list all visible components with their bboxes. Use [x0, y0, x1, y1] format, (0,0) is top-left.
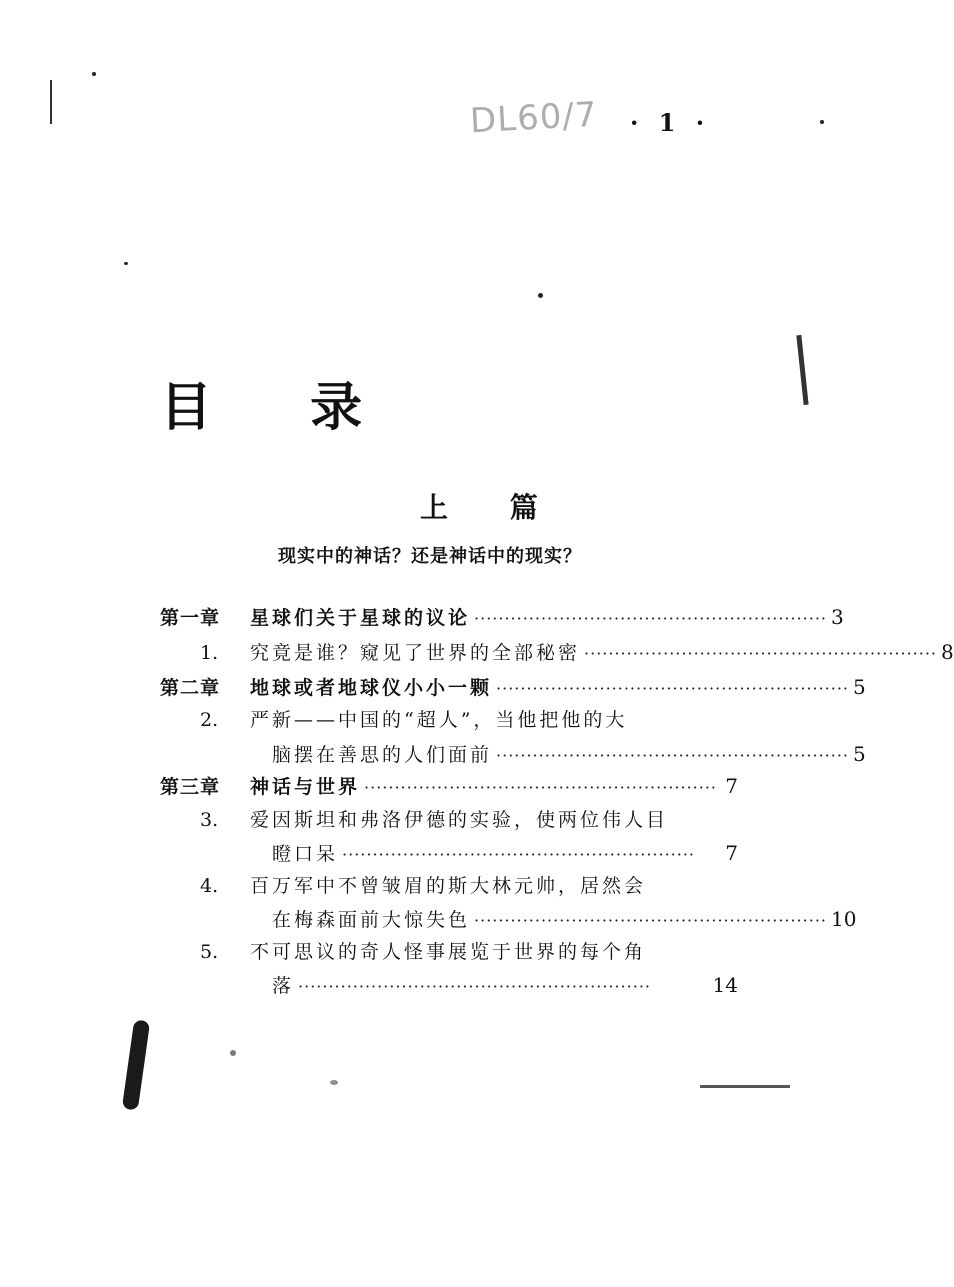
entry-title-continued: 在梅森面前大惊失色 — [272, 909, 471, 931]
scan-artifact-dot — [124, 262, 128, 265]
toc-entry-section-3-line-2[interactable] — [272, 839, 738, 869]
section-number: 3. — [200, 809, 219, 831]
dot-leader: ·························································· — [496, 746, 849, 765]
toc-entry-section-1[interactable] — [200, 638, 954, 668]
part-title: 上 篇 — [420, 491, 564, 524]
toc-entry-section-3-line-1[interactable] — [200, 806, 738, 834]
dot-leader: ·························································· — [474, 911, 827, 930]
entry-title: 爱因斯坦和弗洛伊德的实验，使两位伟人目 — [250, 809, 669, 831]
toc-title: 目 录 — [160, 378, 403, 438]
scan-artifact-edge — [796, 335, 808, 405]
section-number: 2. — [200, 709, 219, 731]
toc-entry-section-5-line-2[interactable] — [272, 971, 738, 1001]
entry-title-continued: 脑摆在善思的人们面前 — [272, 744, 493, 766]
toc-entry-chapter-2[interactable] — [160, 673, 866, 703]
dot-leader: ·························································· — [584, 644, 937, 663]
chapter-label: 第二章 — [160, 677, 221, 699]
entry-title-continued: 落 — [272, 975, 295, 997]
scan-artifact-line — [50, 80, 52, 124]
dot-leader: ·························································· — [364, 778, 717, 797]
scan-artifact-dot — [230, 1050, 236, 1056]
scan-artifact-dot — [330, 1080, 338, 1085]
toc-entry-section-4-line-1[interactable] — [200, 872, 738, 900]
entry-page-number: 7 — [725, 774, 738, 798]
dot-leader: ·························································· — [496, 679, 849, 698]
page-number: · 1 · — [630, 108, 711, 137]
toc-entry-section-2-line-1[interactable] — [200, 706, 738, 734]
entry-title-continued: 瞪口呆 — [272, 843, 339, 865]
section-number: 5. — [200, 941, 219, 963]
entry-page-number: 10 — [831, 907, 857, 931]
part-subtitle: 现实中的神话？还是神话中的现实？ — [278, 546, 582, 567]
scan-artifact-dot — [538, 293, 543, 298]
scan-artifact-smudge — [122, 1019, 150, 1110]
entry-page-number: 3 — [831, 605, 844, 629]
dot-leader: ·························································· — [342, 845, 695, 864]
entry-title: 百万军中不曾皱眉的斯大林元帅，居然会 — [250, 875, 647, 897]
scan-artifact-line — [700, 1085, 790, 1088]
chapter-label: 第三章 — [160, 776, 221, 798]
toc-entry-chapter-3[interactable] — [160, 772, 738, 802]
dot-leader: ·························································· — [298, 977, 651, 996]
entry-page-number: 8 — [941, 640, 954, 664]
entry-page-number: 5 — [853, 675, 866, 699]
library-stamp: DL60/7 — [469, 94, 599, 142]
entry-page-number: 7 — [725, 841, 738, 865]
toc-entry-section-2-line-2[interactable] — [272, 740, 866, 770]
entry-page-number: 14 — [712, 973, 738, 997]
scan-artifact-dot — [820, 120, 824, 124]
entry-page-number: 5 — [853, 742, 866, 766]
entry-title: 究竟是谁？窥见了世界的全部秘密 — [250, 642, 581, 664]
section-number: 4. — [200, 875, 219, 897]
chapter-label: 第一章 — [160, 607, 221, 629]
section-number: 1. — [200, 642, 219, 664]
dot-leader: ·························································· — [474, 609, 827, 628]
entry-title: 星球们关于星球的议论 — [250, 607, 471, 629]
entry-title: 神话与世界 — [250, 776, 361, 798]
scan-artifact-dot — [92, 72, 96, 76]
toc-entry-section-4-line-2[interactable] — [272, 905, 857, 935]
entry-title: 严新——中国的“超人”，当他把他的大 — [250, 709, 628, 731]
toc-entry-chapter-1[interactable] — [160, 603, 844, 633]
entry-title: 不可思议的奇人怪事展览于世界的每个角 — [250, 941, 647, 963]
toc-entry-section-5-line-1[interactable] — [200, 938, 738, 966]
entry-title: 地球或者地球仪小小一颗 — [250, 677, 493, 699]
